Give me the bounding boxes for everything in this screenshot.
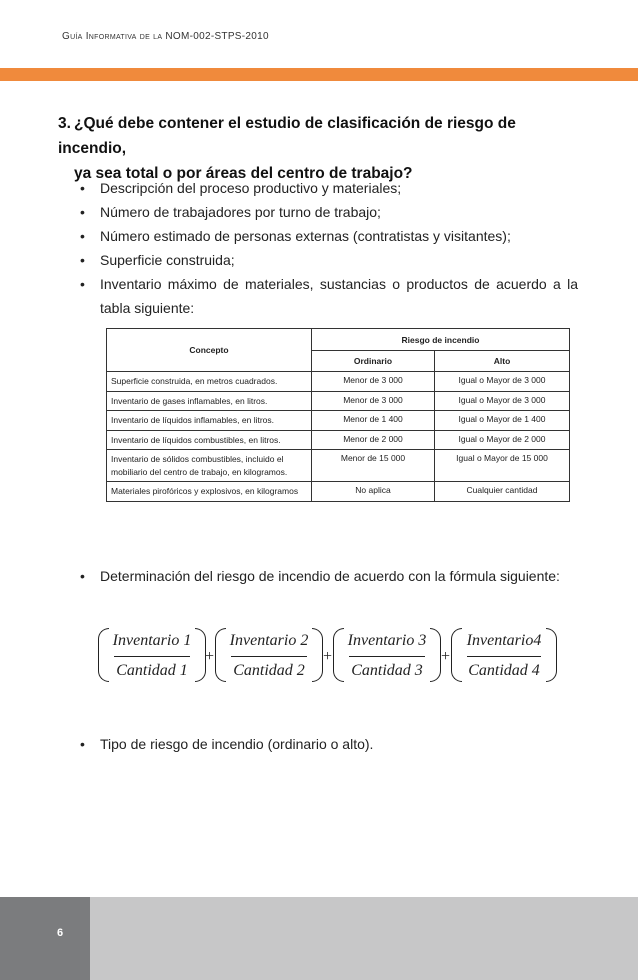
left-paren (333, 628, 344, 682)
cell-ordinary: No aplica (312, 482, 435, 502)
fraction-term-3 (333, 624, 441, 690)
fraction-denominator: Cantidad 1 (116, 662, 188, 679)
fraction-numerator: Inventario 3 (347, 632, 427, 649)
cell-ordinary: Menor de 1 400 (312, 411, 435, 431)
right-paren (546, 628, 557, 682)
left-paren (451, 628, 462, 682)
header-fire-risk: Riesgo de incendio (312, 329, 570, 351)
fraction-denominator: Cantidad 3 (351, 662, 423, 679)
cell-concept: Inventario de líquidos combustibles, en litros. (107, 430, 312, 450)
fraction-term-2 (215, 624, 323, 690)
list-item: • Número estimado de personas externas (contratistas y visitantes); (80, 224, 578, 248)
plus-operator: + (323, 648, 333, 665)
fraction-bar (231, 656, 307, 657)
list-item: • Descripción del proceso productivo y materiales; (80, 176, 578, 200)
left-paren (98, 628, 109, 682)
cell-concept: Inventario de líquidos inflamables, en litros. (107, 411, 312, 431)
cell-concept: Inventario de gases inflamables, en litros. (107, 391, 312, 411)
cell-high: Igual o Mayor de 3 000 (435, 372, 570, 392)
cell-concept: Superficie construida, en metros cuadrados. (107, 372, 312, 392)
table-row (107, 450, 570, 482)
cell-concept: Materiales pirofóricos y explosivos, en kilogramos (107, 482, 312, 502)
page-number-box (0, 897, 90, 980)
fire-risk-formula (98, 624, 558, 694)
table-row (107, 391, 570, 411)
header-concept: Concepto (107, 329, 312, 372)
table-row (107, 430, 570, 450)
table-row (107, 482, 570, 502)
fraction-term-1 (98, 624, 206, 690)
cell-high: Igual o Mayor de 1 400 (435, 411, 570, 431)
cell-high: Igual o Mayor de 15 000 (435, 450, 570, 482)
right-paren (430, 628, 441, 682)
risk-type-list (80, 732, 578, 756)
list-item: • Determinación del riesgo de incendio de acuerdo con la fórmula siguiente: (80, 564, 578, 588)
cell-concept: Inventario de sólidos combustibles, incluido el mobiliario del centro de trabajo, en kilogramos. (107, 450, 312, 482)
cell-ordinary: Menor de 15 000 (312, 450, 435, 482)
accent-bar (0, 68, 638, 81)
left-paren (215, 628, 226, 682)
table-row (107, 411, 570, 431)
footer-band (0, 897, 638, 980)
cell-ordinary: Menor de 2 000 (312, 430, 435, 450)
formula-intro-list (80, 564, 578, 588)
question-line-1: ¿Qué debe contener el estudio de clasificación de riesgo de incendio, (58, 115, 516, 157)
requirements-list (80, 176, 578, 320)
question-line-2: ya sea total o por áreas del centro de trabajo? (74, 165, 413, 182)
fraction-term-4 (451, 624, 557, 690)
list-item: • Superficie construida; (80, 248, 578, 272)
fraction-denominator: Cantidad 4 (468, 662, 540, 679)
plus-operator: + (205, 648, 215, 665)
fraction-numerator: Inventario 1 (112, 632, 192, 649)
fraction-numerator: Inventario 2 (229, 632, 309, 649)
right-paren (312, 628, 323, 682)
question-number: 3. (58, 115, 71, 132)
cell-high: Cualquier cantidad (435, 482, 570, 502)
list-item: • Número de trabajadores por turno de trabajo; (80, 200, 578, 224)
fraction-bar (467, 656, 541, 657)
fraction-bar (114, 656, 190, 657)
fraction-numerator: Inventario4 (466, 632, 542, 649)
fraction-denominator: Cantidad 2 (233, 662, 305, 679)
running-header: Guía Informativa de la NOM-002-STPS-2010 (62, 31, 269, 42)
table-row (107, 372, 570, 392)
list-item: • Inventario máximo de materiales, sustancias o productos de acuerdo a la tabla siguiente: (80, 272, 578, 320)
plus-operator: + (441, 648, 451, 665)
page-number: 6 (57, 927, 64, 939)
list-item: • Tipo de riesgo de incendio (ordinario o alto). (80, 732, 578, 756)
header-high: Alto (435, 351, 570, 372)
header-ordinary: Ordinario (312, 351, 435, 372)
cell-ordinary: Menor de 3 000 (312, 372, 435, 392)
cell-high: Igual o Mayor de 2 000 (435, 430, 570, 450)
risk-classification-table (106, 328, 570, 502)
cell-ordinary: Menor de 3 000 (312, 391, 435, 411)
fraction-bar (349, 656, 425, 657)
cell-high: Igual o Mayor de 3 000 (435, 391, 570, 411)
question-heading (58, 111, 588, 186)
